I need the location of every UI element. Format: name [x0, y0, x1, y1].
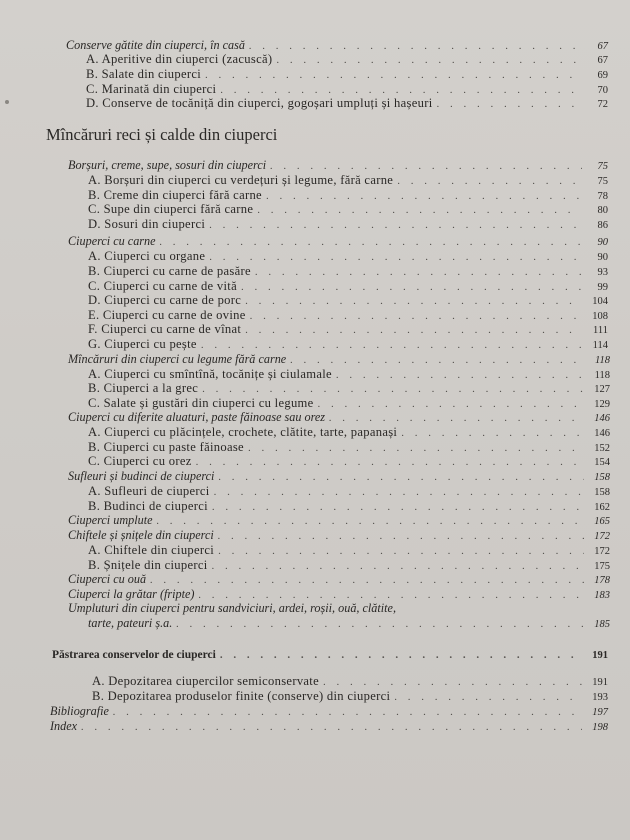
page-number: 129 [594, 399, 610, 410]
page-number: 198 [592, 722, 608, 733]
entry-title: A. Depozitarea ciupercilor semiconservate [92, 674, 319, 688]
page-number: 70 [597, 85, 608, 96]
entry-title: B. Depozitarea produselor finite (conserve) din ciuperci [92, 689, 391, 703]
entry-title: A. Chiftele din ciuperci [88, 543, 215, 557]
page-number: 152 [594, 443, 610, 454]
entry-title: C. Salate și gustări din ciuperci cu legume [88, 396, 314, 410]
toc-entry [88, 616, 610, 632]
entry-title: A. Borșuri din ciuperci cu verdețuri și legume, fără carne [88, 173, 394, 187]
entry-title: A. Ciuperci cu organe [88, 249, 206, 263]
entry-title: D. Sosuri din ciuperci [88, 217, 206, 231]
dot-leader [329, 411, 584, 426]
dot-leader [255, 265, 582, 280]
toc-subentry [88, 217, 608, 233]
dot-leader [196, 455, 584, 470]
toc-entry [50, 704, 608, 720]
dot-leader [113, 705, 582, 720]
page-number: 90 [597, 252, 608, 263]
entry-title: B. Budinci de ciuperci [88, 499, 208, 513]
page-number: 72 [597, 99, 608, 110]
entry-title: Ciuperci cu ouă [68, 572, 147, 586]
page-number: 75 [597, 161, 608, 172]
page-number: 118 [594, 370, 610, 381]
toc-subentry [88, 425, 610, 441]
page-number: 165 [594, 516, 610, 527]
page-number: 93 [597, 267, 608, 278]
page-number: 172 [594, 546, 610, 557]
page-number: 191 [592, 650, 608, 661]
toc-subentry [86, 52, 608, 68]
page-number: 86 [597, 220, 608, 231]
dot-leader [218, 544, 584, 559]
page-number: 80 [597, 205, 608, 216]
dot-leader [214, 485, 584, 500]
entry-title: B. Creme din ciuperci fără carne [88, 188, 262, 202]
page-number: 178 [594, 575, 610, 586]
page-number: 146 [594, 413, 610, 424]
page-number: 75 [597, 176, 608, 187]
dot-leader [150, 573, 584, 588]
entry-title: Bibliografie [50, 704, 109, 718]
dot-leader [160, 235, 582, 250]
entry-title: A. Ciuperci cu smîntînă, tocănițe și ciulamale [88, 367, 332, 381]
entry-title: C. Marinată din ciuperci [86, 82, 217, 96]
dot-leader [218, 470, 584, 485]
entry-title: A. Sufleuri de ciuperci [88, 484, 210, 498]
toc-entry [68, 601, 606, 617]
dot-leader [397, 174, 582, 189]
dot-leader [394, 690, 582, 705]
page-number: 197 [592, 707, 608, 718]
toc-subentry [88, 249, 608, 265]
toc-entry [68, 513, 610, 529]
toc-subentry [88, 454, 610, 470]
dot-leader [218, 529, 584, 544]
toc-subentry [88, 381, 610, 397]
dot-leader [209, 250, 582, 265]
toc-entry [68, 158, 608, 174]
dot-leader [245, 294, 582, 309]
page-number: 69 [597, 70, 608, 81]
page-number: 172 [594, 531, 610, 542]
dot-leader [205, 68, 582, 83]
page-number: 158 [594, 472, 610, 483]
entry-title: Chiftele și șnițele din ciuperci [68, 528, 214, 542]
entry-title: Ciuperci cu carne [68, 234, 156, 248]
entry-title: Ciuperci umplute [68, 513, 153, 527]
dot-leader [220, 648, 582, 663]
entry-title: Umpluturi din ciuperci pentru sandviciuri, ardei, roșii, ouă, clătite, [68, 601, 397, 615]
toc-subentry [88, 543, 610, 559]
toc-subentry [88, 202, 608, 218]
page-number: 99 [597, 282, 608, 293]
dot-leader [270, 159, 582, 174]
entry-title: Sufleuri și budinci de ciuperci [68, 469, 215, 483]
toc-subentry [88, 264, 608, 280]
entry-title: Ciuperci cu diferite aluaturi, paste făinoase sau orez [68, 410, 326, 424]
dot-leader [157, 514, 584, 529]
dot-leader [202, 382, 584, 397]
entry-title: Index [50, 719, 78, 733]
dot-leader [323, 675, 582, 690]
dot-leader [81, 720, 582, 735]
toc-subentry [92, 674, 608, 690]
page-number: 154 [594, 457, 610, 468]
page-number: 183 [594, 590, 610, 601]
page-number: 118 [595, 355, 610, 366]
page-number: 158 [594, 487, 610, 498]
dot-leader [209, 218, 582, 233]
dot-leader [276, 53, 582, 68]
toc-subentry [88, 337, 608, 353]
page-number: 114 [592, 340, 608, 351]
entry-title: D. Ciuperci cu carne de porc [88, 293, 242, 307]
dot-leader [245, 323, 582, 338]
dot-leader [401, 426, 584, 441]
page-number: 67 [597, 41, 608, 52]
page-number: 111 [593, 325, 608, 336]
entry-title: Mîncăruri din ciuperci cu legume fără carne [68, 352, 287, 366]
page-number: 185 [594, 619, 610, 630]
page-number: 108 [592, 311, 608, 322]
entry-title: G. Ciuperci cu pește [88, 337, 197, 351]
entry-title: E. Ciuperci cu carne de ovine [88, 308, 246, 322]
page-number: 193 [592, 692, 608, 703]
entry-title: Ciuperci la grătar (fripte) [68, 587, 195, 601]
page-number: 162 [594, 502, 610, 513]
entry-title: Mîncăruri reci și calde din ciuperci [46, 125, 278, 144]
entry-title: B. Salate din ciuperci [86, 67, 202, 81]
toc-entry [68, 528, 610, 544]
page-number: 104 [592, 296, 608, 307]
page-number: 127 [594, 384, 610, 395]
entry-title: Păstrarea conservelor de ciuperci [52, 649, 216, 661]
toc-entry [68, 410, 610, 426]
toc-subentry [92, 689, 608, 705]
toc-subentry [88, 484, 610, 500]
entry-title: Conserve gătite din ciuperci, în casă [66, 38, 245, 52]
entry-title: Borșuri, creme, supe, sosuri din ciuperci [68, 158, 267, 172]
page-number: 146 [594, 428, 610, 439]
toc-heading [46, 125, 277, 144]
toc-subentry [88, 322, 608, 338]
dot-leader [176, 617, 584, 632]
toc-subentry [88, 293, 608, 309]
page-number: 78 [597, 191, 608, 202]
toc-subentry [86, 96, 608, 112]
page-number: 191 [592, 677, 608, 688]
dot-leader [201, 338, 582, 353]
entry-title: B. Ciuperci a la grec [88, 381, 199, 395]
entry-title: C. Ciuperci cu carne de vită [88, 279, 237, 293]
toc-entry [68, 469, 610, 485]
toc-entry [68, 234, 608, 250]
toc-entry [68, 572, 610, 588]
toc-entry [50, 719, 608, 735]
entry-title: B. Ciuperci cu carne de pasăre [88, 264, 251, 278]
dot-leader [257, 203, 582, 218]
entry-title: D. Conserve de tocăniță din ciuperci, gogoșari umpluți și hașeuri [86, 96, 433, 110]
toc-entry [68, 352, 610, 368]
page-number: 67 [597, 55, 608, 66]
entry-title: tarte, pateuri ș.a. [88, 616, 173, 630]
entry-title: F. Ciuperci cu carne de vînat [88, 322, 242, 336]
entry-title: B. Ciuperci cu paste făinoase [88, 440, 244, 454]
page-number: 175 [594, 561, 610, 572]
entry-title: A. Aperitive din ciuperci (zacuscă) [86, 52, 273, 66]
entry-title: C. Supe din ciuperci fără carne [88, 202, 254, 216]
entry-title: A. Ciuperci cu plăcințele, crochete, clătite, tarte, papanași [88, 425, 398, 439]
entry-title: C. Ciuperci cu orez [88, 454, 192, 468]
toc-entry [52, 648, 608, 663]
toc-subentry [86, 67, 608, 83]
toc-subentry [88, 173, 608, 189]
entry-title: B. Șnițele din ciuperci [88, 558, 208, 572]
dot-leader [437, 97, 582, 112]
dot-leader [290, 353, 584, 368]
page-number: 90 [597, 237, 608, 248]
